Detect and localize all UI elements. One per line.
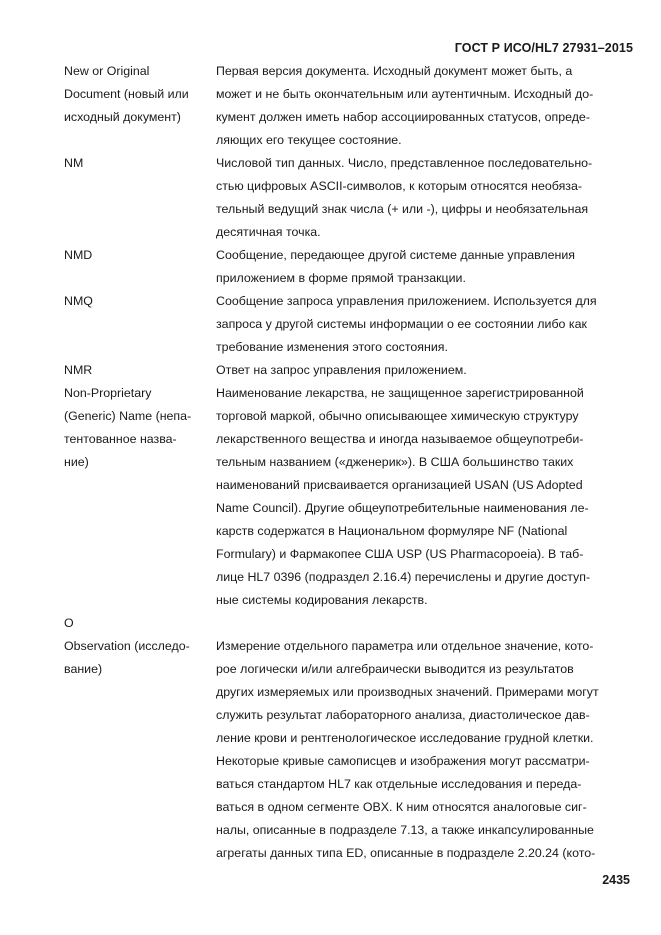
definition-line: лекарственного вещества и иногда называемое общеупотреби- bbox=[216, 432, 584, 446]
glossary-term bbox=[64, 635, 216, 865]
glossary-definition bbox=[216, 635, 632, 865]
definition-line: Первая версия документа. Исходный документ может быть, а bbox=[216, 64, 573, 78]
definition-line: рое логически и/или алгебраически выводится из результатов bbox=[216, 662, 574, 676]
glossary-entry bbox=[64, 359, 632, 382]
definition-line: Name Council). Другие общеупотребительные наименования ле- bbox=[216, 501, 589, 515]
glossary-entry bbox=[64, 290, 632, 359]
definition-line: десятичная точка. bbox=[216, 225, 321, 239]
definition-line: запроса у другой системы информации о ее состоянии либо как bbox=[216, 317, 587, 331]
definition-line: Измерение отдельного параметра или отдельное значение, кото- bbox=[216, 639, 594, 653]
term-line: NMD bbox=[64, 248, 93, 262]
glossary-entry bbox=[64, 244, 632, 290]
definition-line: кумент должен иметь набор ассоциированных статусов, опреде- bbox=[216, 110, 590, 124]
term-line: Non-Proprietary bbox=[64, 386, 152, 400]
definition-line: Сообщение, передающее другой системе данные управления bbox=[216, 248, 576, 262]
term-line: NMR bbox=[64, 363, 93, 377]
definition-line: наименований присваивается организацией USAN (US Adopted bbox=[216, 478, 583, 492]
definition-line: ваться в одном сегменте OBX. К ним относятся аналоговые сиг- bbox=[216, 800, 587, 814]
glossary-term bbox=[64, 152, 216, 244]
definition-line: служить результат лабораторного анализа, диастолическое дав- bbox=[216, 708, 590, 722]
definition-line: агрегаты данных типа ED, описанные в подразделе 2.20.24 (кото- bbox=[216, 846, 596, 860]
term-line: New or Original bbox=[64, 64, 150, 78]
glossary-entry bbox=[64, 382, 632, 612]
definition-line: тельный ведущий знак числа (+ или -), цифры и необязательная bbox=[216, 202, 589, 216]
definition-line: Сообщение запроса управления приложением. Используется для bbox=[216, 294, 597, 308]
term-line: Observation (исследо- bbox=[64, 639, 190, 653]
document-header: ГОСТ Р ИСО/HL7 27931–2015 bbox=[454, 41, 633, 55]
definition-line: ляющих его текущее состояние. bbox=[216, 133, 402, 147]
glossary-term bbox=[64, 60, 216, 152]
definition-line: может и не быть окончательным или аутентичным. Исходный до- bbox=[216, 87, 594, 101]
term-line: NMQ bbox=[64, 294, 93, 308]
term-line: Document (новый или bbox=[64, 87, 189, 101]
glossary-definition bbox=[216, 382, 632, 612]
glossary-entry bbox=[64, 60, 632, 152]
glossary-entry bbox=[64, 152, 632, 244]
definition-line: Некоторые кривые самописцев и изображения могут рассматри- bbox=[216, 754, 590, 768]
term-line: исходный документ) bbox=[64, 110, 181, 124]
section-letter: O bbox=[64, 616, 74, 630]
definition-line: лице HL7 0396 (подраздел 2.16.4) перечислены и другие доступ- bbox=[216, 570, 591, 584]
definition-line: ные системы кодирования лекарств. bbox=[216, 593, 428, 607]
definition-line: тельным названием («дженерик»). В США большинство таких bbox=[216, 455, 574, 469]
definition-line: налы, описанные в подразделе 7.13, а также инкапсулированные bbox=[216, 823, 594, 837]
definition-line: Formulary) и Фармакопее США USP (US Pharmacopoeia). В таб- bbox=[216, 547, 584, 561]
term-line: NM bbox=[64, 156, 84, 170]
definition-line: карств содержатся в Национальном формуляре NF (National bbox=[216, 524, 568, 538]
term-line: ние) bbox=[64, 455, 89, 469]
term-line: (Generic) Name (непа- bbox=[64, 409, 192, 423]
definition-line: Наименование лекарства, не защищенное зарегистрированной bbox=[216, 386, 584, 400]
glossary-entry bbox=[64, 635, 632, 865]
glossary-definition bbox=[216, 152, 632, 244]
definition-line: требование изменения этого состояния. bbox=[216, 340, 448, 354]
term-line: тентованное назва- bbox=[64, 432, 177, 446]
glossary-term bbox=[64, 244, 216, 290]
glossary-content bbox=[64, 60, 632, 865]
glossary-definition bbox=[216, 290, 632, 359]
glossary-term bbox=[64, 359, 216, 382]
term-line: вание) bbox=[64, 662, 103, 676]
definition-line: стью цифровых ASCII-символов, к которым относятся необяза- bbox=[216, 179, 582, 193]
definition-line: торговой маркой, обычно описывающее химическую структуру bbox=[216, 409, 579, 423]
glossary-definition bbox=[216, 359, 632, 382]
page-number: 2435 bbox=[602, 873, 630, 887]
definition-line: ление крови и рентгенологическое исследование грудной клетки. bbox=[216, 731, 594, 745]
definition-line: других измеряемых или производных значений. Примерами могут bbox=[216, 685, 599, 699]
glossary-term bbox=[64, 290, 216, 359]
glossary-term bbox=[64, 382, 216, 612]
glossary-definition bbox=[216, 244, 632, 290]
definition-line: приложением в форме прямой транзакции. bbox=[216, 271, 466, 285]
glossary-definition bbox=[216, 60, 632, 152]
definition-line: Ответ на запрос управления приложением. bbox=[216, 363, 467, 377]
definition-line: ваться стандартом HL7 как отдельные исследования и переда- bbox=[216, 777, 582, 791]
definition-line: Числовой тип данных. Число, представленное последовательно- bbox=[216, 156, 593, 170]
